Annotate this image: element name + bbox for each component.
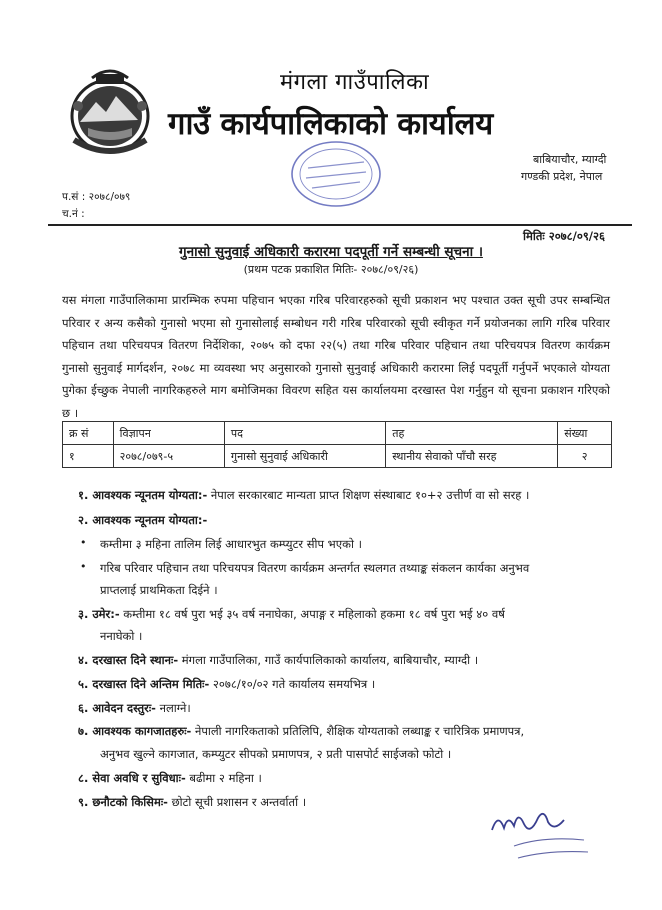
item-label: १. आवश्यक न्यूनतम योग्यता:- [78,488,208,502]
item-label: ६. आवेदन दस्तुरः- [78,701,156,715]
table-row [63,445,612,468]
list-item [100,583,218,598]
table-cell: गुनासो सुनुवाई अधिकारी [224,445,385,468]
intro-paragraph: यस मंगला गाउँपालिकामा प्रारम्भिक रुपमा पहिचान भएका गरिब परिवारहरुको सूची प्रकाशन भए पश्चात उक्त सूची उपर सम्बन्धित परिवार र अन्य कसैको गुनासो भएमा सो गुनासोलाई सम्बोधन गरी गरिब परिवारको सूची स्वीकृत गर्ने प्रयोजनका लागि गरिब परिवार पहिचान तथा परिचयपत्र वितरण निर्देशिका, २०७५ को दफा २२(५) तथा गरिब परिवार पहिचान तथा परिचयपत्र वितरण कार्यक्रम गुनासो सुनुवाई मार्गदर्शन, २०७८ मा व्यवस्था भए अनुसारको गुनासो सुनुवाई अधिकारी करारमा लिई पदपूर्ती गर्नुपर्ने भएकाले योग्यता पुगेका ईच्छुक नेपाली नागरिकहरुले माग बमोजिमका विवरण सहित यस कार्यालयमा दरखास्त पेश गर्नुहुन यो सूचना प्रकाशन गरिएको छ । [62,293,610,420]
address-line-2: गण्डकी प्रदेश, नेपाल [521,170,603,183]
item-label: ५. दरखास्त दिने अन्तिम मितिः- [78,677,210,691]
list-item [100,747,451,762]
item-text: प्राप्तलाई प्राथमिकता दिईने । [100,583,218,597]
list-item [78,513,207,528]
item-text: कम्तीमा ३ महिना तालिम लिई आधारभुत कम्प्युटर सीप भएको । [100,537,362,551]
item-text: अनुभव खुल्ने कागजात, कम्प्युटर सीपको प्रमाणपत्र, २ प्रती पासपोर्ट साईजको फोटो । [100,747,452,761]
item-label: ३. उमेर:- [78,607,120,621]
notice-date: मितिः २०७८/०९/२६ [523,229,605,243]
item-text: कम्तीमा १८ वर्ष पुरा भई ३५ वर्ष ननाघेका, अपाङ्ग र महिलाको हकमा १८ वर्ष पुरा भई ४० वर्ष [119,607,505,621]
org-name: मंगला गाउँपालिका [280,70,430,95]
table-cell: १ [63,445,114,468]
table-cell: स्थानीय सेवाको पाँचौ सरह [386,445,558,468]
item-text: २०७८/१०/०२ गते कार्यालय समयभित्र । [209,677,376,691]
item-label: २. आवश्यक न्यूनतम योग्यता:- [78,513,208,527]
list-item [100,537,362,552]
table-header-cell: पद [224,422,385,445]
list-item [78,701,191,716]
table-header-cell: तह [386,422,558,445]
list-item [100,629,142,644]
table-header-cell: विज्ञापन [113,422,224,445]
notice-title-text: गुनासो सुनुवाई अधिकारी करारमा पदपूर्ती गर्ने सम्बन्धी सूचना । [179,244,483,260]
item-label: ७. आवश्यक कागजातहरुः- [78,724,192,738]
item-text: नलाग्ने। [155,701,191,715]
item-text: ननाघेको । [100,629,143,643]
signature [484,806,596,868]
list-item [78,653,478,668]
list-item [78,771,262,786]
item-label: ८. सेवा अवधि र सुविधाः- [78,771,186,785]
bullet-dot-icon: • [80,560,87,573]
table-header-cell: संख्या [558,422,612,445]
item-text: नेपाली नागरिकताको प्रतिलिपि, शैक्षिक योग्यताको लब्धाङ्क र चारित्रिक प्रमाणपत्र, [191,724,525,738]
reference-number: प.सं : २०७८/०७९ [62,191,131,203]
notice-title [0,242,662,260]
list-item [78,607,505,622]
table-header-row [63,422,612,445]
office-stamp [288,138,384,210]
list-item [100,561,529,576]
item-text: मंगला गाउँपालिका, गाउँ कार्यपालिकाको कार्यालय, बाबियाचौर, म्याग्दी । [178,653,479,667]
item-text: छोटो सूची प्रशासन र अन्तर्वार्ता । [167,795,307,809]
dispatch-number: च.नं : [62,208,85,220]
list-item [78,724,524,739]
table-header-cell: क्र सं [63,422,114,445]
address-line-1: बाबियाचौर, म्याग्दी [533,153,607,166]
nepal-emblem-icon [66,66,154,158]
item-label: ९. छनौटको किसिमः- [78,795,168,809]
bullet-dot-icon: • [80,536,87,549]
notice-subtitle: (प्रथम पटक प्रकाशित मितिः- २०७८/०९/२६) [243,263,419,276]
item-label: ४. दरखास्त दिने स्थानः- [78,653,179,667]
list-item [78,677,375,692]
item-text: बढीमा २ महिना । [185,771,262,785]
office-name: गाउँ कार्यपालिकाको कार्यालय [168,106,493,142]
list-item [78,795,306,810]
table-cell: २ [558,445,612,468]
item-text: नेपाल सरकारबाट मान्यता प्राप्त शिक्षण संस्थाबाट १०+२ उत्तीर्ण वा सो सरह । [207,488,530,502]
header-divider [48,224,632,226]
table-cell: २०७८/०७९-५ [113,445,224,468]
vacancy-table [62,421,612,468]
item-text: गरिब परिवार पहिचान तथा परिचयपत्र वितरण कार्यक्रम अन्तर्गत स्थलगत तथ्याङ्क संकलन कार्यका अनुभव [100,561,530,575]
list-item [78,488,529,503]
